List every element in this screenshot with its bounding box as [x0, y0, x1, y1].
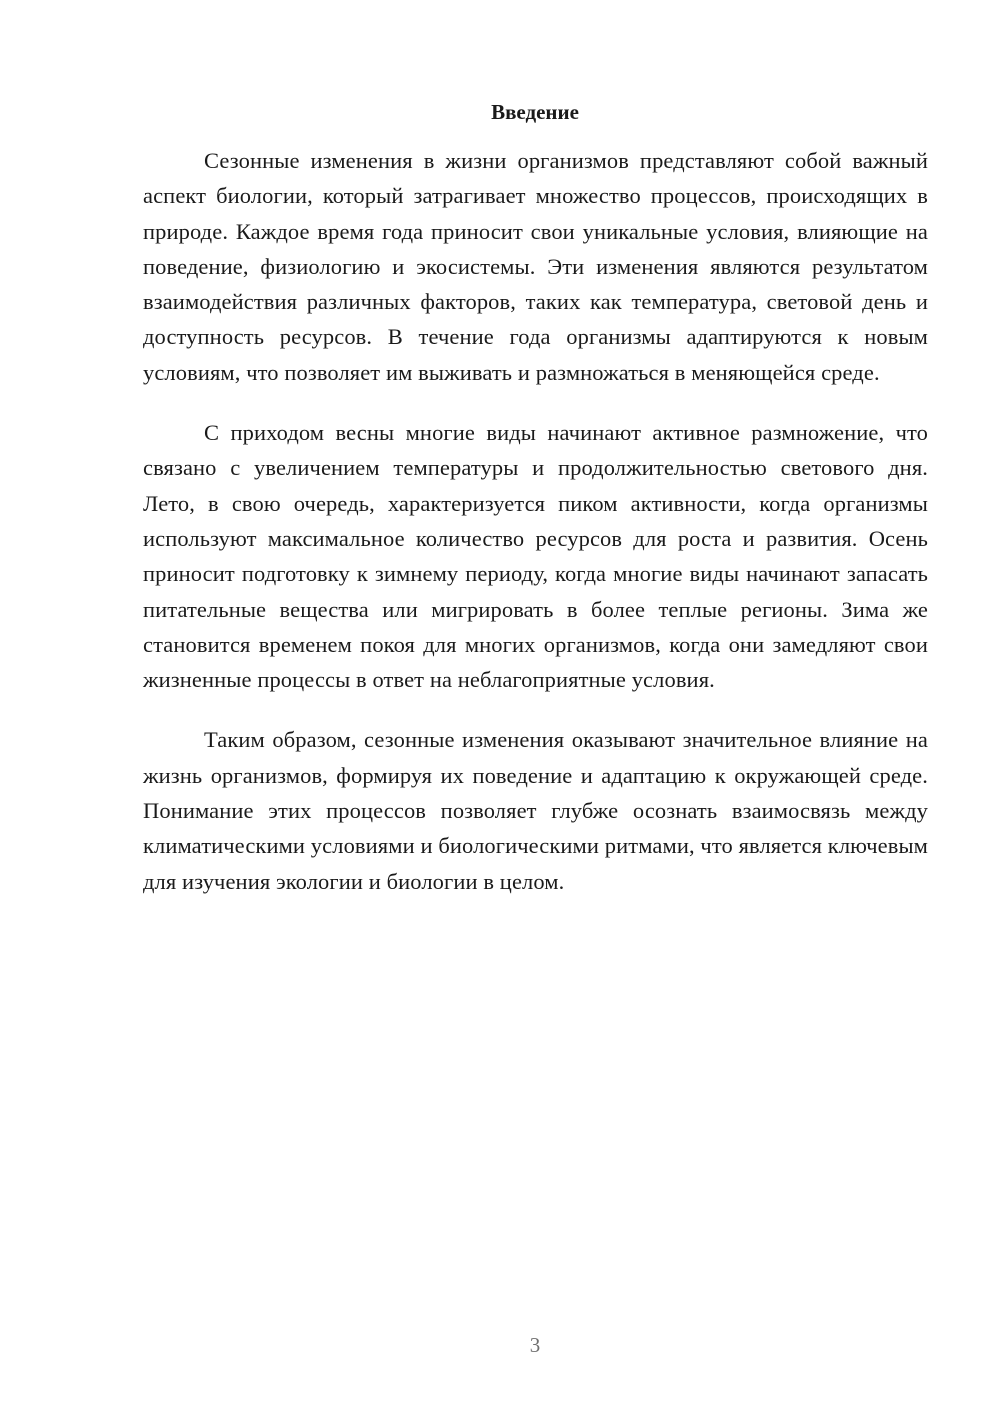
paragraph-1: Сезонные изменения в жизни организмов представляют собой важный аспект биологии, который затрагивает множество процессов, происходящих в природе. Каждое время года приносит свои уникальные условия, влияющие на поведение, физиологию и экосистемы. Эти изменения являются результатом взаимодействия различных факторов, таких как температура, световой день и доступность ресурсов. В течение года организмы адаптируются к новым условиям, что позволяет им выживать и размножаться в меняющейся среде. — [143, 148, 928, 385]
section-heading: Введение — [491, 100, 579, 124]
page-number: 3 — [529, 1333, 541, 1357]
body-text — [143, 143, 928, 924]
paragraph-3: Таким образом, сезонные изменения оказывают значительное влияние на жизнь организмов, формируя их поведение и адаптацию к окружающей среде. Понимание этих процессов позволяет глубже осознать взаимосвязь между климатическими условиями и биологическими ритмами, что является ключевым для изучения экологии и биологии в целом. — [143, 727, 928, 894]
paragraph-2: С приходом весны многие виды начинают активное размножение, что связано с увеличением температуры и продолжительностью светового дня. Лето, в свою очередь, характеризуется пиком активности, когда организмы используют максимальное количество ресурсов для роста и развития. Осень приносит подготовку к зимнему периоду, когда многие виды начинают запасать питательные вещества или мигрировать в более теплые регионы. Зима же становится временем покоя для многих организмов, когда они замедляют свои жизненные процессы в ответ на неблагоприятные условия. — [143, 420, 928, 693]
